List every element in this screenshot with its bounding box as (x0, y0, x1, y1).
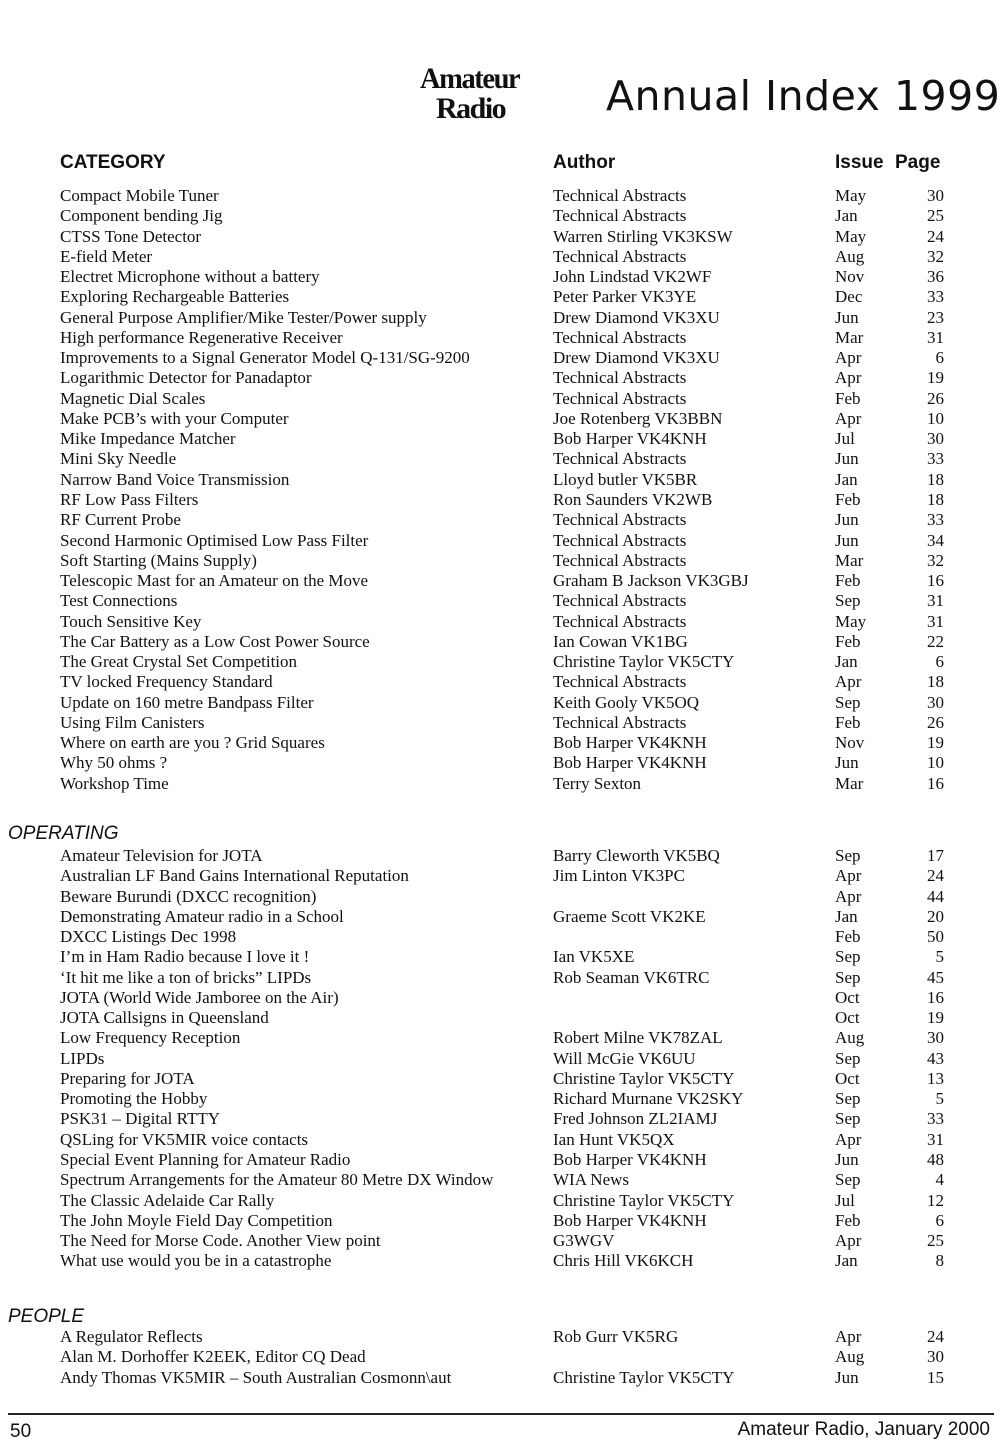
article-issue: Aug (835, 1347, 865, 1367)
article-title: Soft Starting (Mains Supply) (60, 550, 257, 570)
article-author: Rob Gurr VK5RG (553, 1327, 679, 1346)
article-title: Mini Sky Needle (60, 449, 177, 469)
article-page: 18 (927, 489, 944, 509)
index-row (0, 968, 1000, 988)
index-row (0, 328, 1000, 348)
article-issue: Dec (835, 287, 863, 307)
index-row (0, 1109, 1000, 1129)
article-page: 31 (927, 1129, 944, 1149)
amateur-radio-logo (420, 64, 554, 128)
article-page: 8 (935, 1251, 944, 1271)
column-header-category: CATEGORY (60, 152, 166, 173)
article-issue: Apr (835, 1231, 862, 1251)
index-row (0, 1191, 1000, 1211)
article-page: 4 (935, 1170, 944, 1190)
article-author: Robert Milne VK78ZAL (553, 1028, 723, 1048)
index-row (0, 531, 1000, 551)
article-author: Peter Parker VK3YE (553, 287, 697, 307)
article-author: Bob Harper VK4KNH (553, 1210, 707, 1230)
article-page: 24 (927, 226, 944, 246)
article-issue: Jul (835, 429, 855, 449)
article-author: Ian Cowan VK1BG (553, 631, 688, 651)
article-author: Technical Abstracts (553, 327, 687, 347)
article-page: 5 (935, 947, 944, 967)
article-title: RF Current Probe (60, 510, 181, 530)
article-page: 16 (927, 987, 944, 1007)
article-page: 16 (927, 773, 944, 793)
article-title: Update on 160 metre Bandpass Filter (60, 692, 314, 712)
article-page: 6 (935, 1210, 944, 1230)
article-title: General Purpose Amplifier/Mike Tester/Power supply (60, 307, 427, 327)
index-row (0, 368, 1000, 388)
index-row (0, 591, 1000, 611)
index-row (0, 1347, 1000, 1367)
index-row (0, 672, 1000, 692)
article-author: Drew Diamond VK3XU (553, 307, 720, 327)
article-author: Technical Abstracts (553, 550, 687, 570)
index-row (0, 753, 1000, 773)
article-author: Technical Abstracts (553, 530, 687, 550)
index-row (0, 1327, 1000, 1347)
article-author: Technical Abstracts (553, 672, 687, 692)
article-issue: Apr (835, 408, 862, 428)
section-heading-people: PEOPLE (8, 1306, 85, 1327)
index-row (0, 907, 1000, 927)
article-issue: Feb (835, 571, 861, 591)
index-row (0, 1231, 1000, 1251)
article-author: Christine Taylor VK5CTY (553, 652, 735, 672)
article-author: Christine Taylor VK5CTY (553, 1190, 735, 1210)
article-author: Rob Seaman VK6TRC (553, 967, 710, 987)
article-title: Amateur Television for JOTA (60, 846, 263, 865)
article-title: High performance Regenerative Receiver (60, 327, 343, 347)
index-row (0, 1170, 1000, 1190)
article-page: 36 (927, 267, 944, 287)
index-row (0, 429, 1000, 449)
index-row (0, 988, 1000, 1008)
article-issue: Apr (835, 348, 862, 368)
article-issue: Feb (835, 712, 861, 732)
article-title: What use would you be in a catastrophe (60, 1251, 332, 1271)
article-issue: Sep (835, 1109, 861, 1129)
article-page: 22 (927, 631, 944, 651)
article-issue: Jun (835, 530, 859, 550)
article-issue: Jan (835, 1251, 858, 1271)
article-issue: May (835, 226, 867, 246)
column-header-page: Page (895, 152, 941, 173)
article-page: 33 (927, 287, 944, 307)
article-issue: Jul (835, 1190, 855, 1210)
index-row (0, 1368, 1000, 1388)
article-page: 30 (927, 186, 944, 205)
article-title: Component bending Jig (60, 206, 223, 226)
article-title: PSK31 – Digital RTTY (60, 1109, 221, 1129)
operating-index-list (0, 846, 1000, 1272)
article-page: 15 (927, 1367, 944, 1387)
article-author: Technical Abstracts (553, 206, 687, 226)
index-row (0, 1211, 1000, 1231)
article-title: I’m in Ham Radio because I love it ! (60, 947, 310, 967)
article-page: 17 (927, 846, 944, 865)
article-page: 34 (927, 530, 944, 550)
article-title: Demonstrating Amateur radio in a School (60, 906, 344, 926)
article-title: Logarithmic Detector for Panadaptor (60, 368, 312, 388)
index-row (0, 551, 1000, 571)
people-index-list (0, 1327, 1000, 1388)
article-issue: Apr (835, 886, 862, 906)
article-title: The Classic Adelaide Car Rally (60, 1190, 275, 1210)
article-issue: Apr (835, 672, 862, 692)
article-issue: Mar (835, 773, 864, 793)
page-title: Annual Index 1999 (606, 72, 1000, 120)
article-title: The Car Battery as a Low Cost Power Source (60, 631, 370, 651)
article-issue: Oct (835, 987, 860, 1007)
article-issue: Nov (835, 267, 865, 287)
index-row (0, 247, 1000, 267)
article-issue: Sep (835, 967, 861, 987)
article-issue: Jan (835, 206, 858, 226)
article-author: Barry Cleworth VK5BQ (553, 846, 720, 865)
index-row (0, 927, 1000, 947)
index-row (0, 866, 1000, 886)
article-author: Jim Linton VK3PC (553, 866, 685, 886)
article-title: Where on earth are you ? Grid Squares (60, 733, 325, 753)
index-row (0, 733, 1000, 753)
article-issue: Apr (835, 368, 862, 388)
article-author: Christine Taylor VK5CTY (553, 1367, 735, 1387)
index-row (0, 227, 1000, 247)
index-row (0, 206, 1000, 226)
article-author: Bob Harper VK4KNH (553, 1149, 707, 1169)
article-page: 26 (927, 388, 944, 408)
article-author: Fred Johnson ZL2IAMJ (553, 1109, 718, 1129)
article-page: 33 (927, 449, 944, 469)
article-page: 16 (927, 571, 944, 591)
article-title: ‘It hit me like a ton of bricks” LIPDs (60, 967, 312, 987)
index-row (0, 693, 1000, 713)
article-title: The Need for Morse Code. Another View point (60, 1231, 381, 1251)
index-row (0, 490, 1000, 510)
article-title: CTSS Tone Detector (60, 226, 202, 246)
article-title: E-field Meter (60, 246, 153, 266)
index-row (0, 1049, 1000, 1069)
article-author: Drew Diamond VK3XU (553, 348, 720, 368)
article-issue: Jun (835, 510, 859, 530)
column-header-issue: Issue (835, 152, 884, 173)
article-author: Joe Rotenberg VK3BBN (553, 408, 723, 428)
index-row (0, 409, 1000, 429)
article-title: Australian LF Band Gains International Reputation (60, 866, 409, 886)
article-issue: Jan (835, 906, 858, 926)
article-page: 6 (935, 652, 944, 672)
logo-line-2: Radio (436, 92, 506, 125)
publication-footer: Amateur Radio, January 2000 (737, 1419, 990, 1440)
article-title: Mike Impedance Matcher (60, 429, 236, 449)
article-author: Technical Abstracts (553, 449, 687, 469)
article-page: 50 (927, 927, 944, 947)
article-page: 18 (927, 672, 944, 692)
article-issue: Oct (835, 1068, 860, 1088)
article-author: Technical Abstracts (553, 712, 687, 732)
article-title: Telescopic Mast for an Amateur on the Move (60, 571, 369, 591)
index-row (0, 287, 1000, 307)
article-author: Technical Abstracts (553, 368, 687, 388)
article-issue: Nov (835, 733, 865, 753)
index-row (0, 1028, 1000, 1048)
article-author: Ian Hunt VK5QX (553, 1129, 675, 1149)
article-author: G3WGV (553, 1231, 615, 1251)
article-title: RF Low Pass Filters (60, 489, 199, 509)
article-page: 19 (927, 733, 944, 753)
index-row (0, 449, 1000, 469)
article-issue: Feb (835, 1210, 861, 1230)
article-page: 20 (927, 906, 944, 926)
article-author: John Lindstad VK2WF (553, 267, 712, 287)
article-issue: May (835, 186, 867, 205)
logo-line-1: Amateur (420, 62, 520, 95)
index-row (0, 652, 1000, 672)
article-author: Technical Abstracts (553, 510, 687, 530)
article-title: LIPDs (60, 1048, 105, 1068)
article-author: Ian VK5XE (553, 947, 635, 967)
article-page: 33 (927, 510, 944, 530)
article-page: 45 (927, 967, 944, 987)
article-page: 48 (927, 1149, 944, 1169)
article-page: 19 (927, 1008, 944, 1028)
technical-index-list (0, 186, 1000, 794)
article-title: Touch Sensitive Key (60, 611, 202, 631)
article-issue: Feb (835, 388, 861, 408)
article-issue: May (835, 611, 867, 631)
article-author: Ron Saunders VK2WB (553, 489, 713, 509)
article-issue: Mar (835, 327, 864, 347)
article-page: 26 (927, 712, 944, 732)
article-title: TV locked Frequency Standard (60, 672, 273, 692)
article-title: Beware Burundi (DXCC recognition) (60, 886, 317, 906)
article-author: Technical Abstracts (553, 186, 687, 205)
article-page: 12 (927, 1190, 944, 1210)
article-author: Will McGie VK6UU (553, 1048, 696, 1068)
article-issue: Jan (835, 469, 858, 489)
article-title: Promoting the Hobby (60, 1089, 208, 1109)
article-issue: Jun (835, 1149, 859, 1169)
article-title: Andy Thomas VK5MIR – South Australian Cosmonn\aut (60, 1367, 452, 1387)
article-page: 31 (927, 591, 944, 611)
article-page: 30 (927, 692, 944, 712)
article-author: Bob Harper VK4KNH (553, 753, 707, 773)
article-issue: Sep (835, 846, 861, 865)
index-row (0, 774, 1000, 794)
article-title: Why 50 ohms ? (60, 753, 168, 773)
article-title: A Regulator Reflects (60, 1327, 203, 1346)
article-title: JOTA Callsigns in Queensland (60, 1008, 269, 1028)
article-page: 32 (927, 550, 944, 570)
article-title: Electret Microphone without a battery (60, 267, 320, 287)
article-author: Technical Abstracts (553, 611, 687, 631)
footer-divider (8, 1413, 994, 1415)
index-row (0, 348, 1000, 368)
article-page: 6 (935, 348, 944, 368)
article-title: Narrow Band Voice Transmission (60, 469, 290, 489)
article-issue: Feb (835, 927, 861, 947)
article-author: Lloyd butler VK5BR (553, 469, 698, 489)
index-row (0, 510, 1000, 530)
article-page: 5 (935, 1089, 944, 1109)
article-author: Keith Gooly VK5OQ (553, 692, 700, 712)
index-row (0, 267, 1000, 287)
article-issue: Aug (835, 246, 865, 266)
article-page: 24 (927, 1327, 944, 1346)
index-row (0, 612, 1000, 632)
article-page: 30 (927, 429, 944, 449)
index-row (0, 713, 1000, 733)
article-author: Graham B Jackson VK3GBJ (553, 571, 749, 591)
index-row (0, 1008, 1000, 1028)
article-issue: Jun (835, 753, 859, 773)
article-author: Warren Stirling VK3KSW (553, 226, 733, 246)
article-issue: Jun (835, 449, 859, 469)
index-row (0, 1150, 1000, 1170)
index-row (0, 1251, 1000, 1271)
article-issue: Mar (835, 550, 864, 570)
article-issue: Apr (835, 866, 862, 886)
article-title: The John Moyle Field Day Competition (60, 1210, 333, 1230)
article-title: The Great Crystal Set Competition (60, 652, 298, 672)
article-title: Low Frequency Reception (60, 1028, 241, 1048)
article-title: Test Connections (60, 591, 178, 611)
article-title: JOTA (World Wide Jamboree on the Air) (60, 987, 339, 1007)
index-row (0, 947, 1000, 967)
article-page: 25 (927, 1231, 944, 1251)
article-page: 19 (927, 368, 944, 388)
article-page: 33 (927, 1109, 944, 1129)
article-title: Magnetic Dial Scales (60, 388, 206, 408)
article-page: 43 (927, 1048, 944, 1068)
page-number: 50 (10, 1421, 32, 1442)
article-title: Preparing for JOTA (60, 1068, 195, 1088)
article-title: Spectrum Arrangements for the Amateur 80 Metre DX Window (60, 1170, 494, 1190)
index-row (0, 186, 1000, 206)
article-issue: Jan (835, 652, 858, 672)
article-page: 10 (927, 753, 944, 773)
index-row (0, 632, 1000, 652)
article-issue: Feb (835, 631, 861, 651)
article-title: Alan M. Dorhoffer K2EEK, Editor CQ Dead (60, 1347, 366, 1367)
article-title: Exploring Rechargeable Batteries (60, 287, 290, 307)
article-page: 23 (927, 307, 944, 327)
article-page: 25 (927, 206, 944, 226)
article-page: 13 (927, 1068, 944, 1088)
article-author: Bob Harper VK4KNH (553, 429, 707, 449)
article-page: 44 (927, 886, 944, 906)
article-title: Workshop Time (60, 773, 169, 793)
article-issue: Jun (835, 1367, 859, 1387)
article-issue: Sep (835, 1089, 861, 1109)
article-title: Improvements to a Signal Generator Model Q-131/SG-9200 (60, 348, 470, 368)
article-author: Richard Murnane VK2SKY (553, 1089, 744, 1109)
article-author: Technical Abstracts (553, 246, 687, 266)
article-author: Terry Sexton (553, 773, 642, 793)
article-author: Graeme Scott VK2KE (553, 906, 706, 926)
article-page: 18 (927, 469, 944, 489)
index-row (0, 571, 1000, 591)
index-row (0, 1089, 1000, 1109)
article-page: 24 (927, 866, 944, 886)
article-issue: Sep (835, 692, 861, 712)
article-author: Technical Abstracts (553, 388, 687, 408)
article-page: 31 (927, 327, 944, 347)
section-heading-operating: OPERATING (8, 823, 119, 844)
index-row (0, 887, 1000, 907)
article-page: 32 (927, 246, 944, 266)
article-issue: Jun (835, 307, 859, 327)
article-title: Second Harmonic Optimised Low Pass Filter (60, 530, 369, 550)
article-title: Using Film Canisters (60, 712, 205, 732)
article-author: Chris Hill VK6KCH (553, 1251, 694, 1271)
column-header-author: Author (553, 152, 616, 173)
article-page: 31 (927, 611, 944, 631)
article-page: 30 (927, 1028, 944, 1048)
article-issue: Sep (835, 591, 861, 611)
article-issue: Apr (835, 1327, 862, 1346)
index-row (0, 846, 1000, 866)
article-author: Christine Taylor VK5CTY (553, 1068, 735, 1088)
article-author: Bob Harper VK4KNH (553, 733, 707, 753)
index-row (0, 389, 1000, 409)
article-page: 30 (927, 1347, 944, 1367)
article-author: WIA News (553, 1170, 630, 1190)
article-issue: Oct (835, 1008, 860, 1028)
article-page: 10 (927, 408, 944, 428)
article-issue: Feb (835, 489, 861, 509)
index-row (0, 470, 1000, 490)
article-author: Technical Abstracts (553, 591, 687, 611)
article-title: Special Event Planning for Amateur Radio (60, 1149, 351, 1169)
article-title: Make PCB’s with your Computer (60, 408, 289, 428)
article-issue: Sep (835, 947, 861, 967)
article-issue: Apr (835, 1129, 862, 1149)
article-title: DXCC Listings Dec 1998 (60, 927, 237, 947)
article-issue: Aug (835, 1028, 865, 1048)
article-issue: Sep (835, 1170, 861, 1190)
article-issue: Sep (835, 1048, 861, 1068)
article-title: QSLing for VK5MIR voice contacts (60, 1129, 309, 1149)
index-row (0, 308, 1000, 328)
index-row (0, 1130, 1000, 1150)
article-title: Compact Mobile Tuner (60, 186, 219, 205)
index-row (0, 1069, 1000, 1089)
